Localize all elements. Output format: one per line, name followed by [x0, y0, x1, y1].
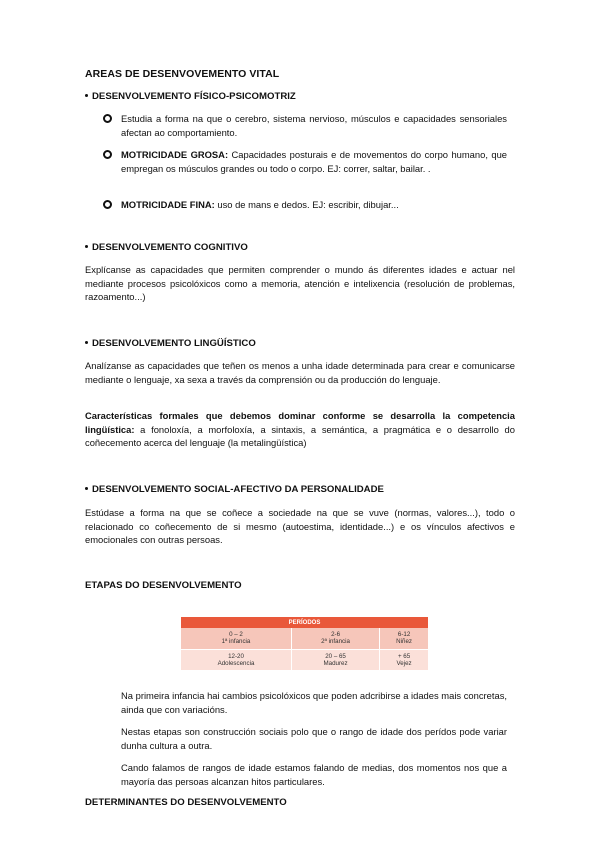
page-title: AREAS DE DESENVOVEMENTO VITAL [85, 68, 280, 80]
linguistic-paragraph-2 [85, 409, 515, 450]
list-item [103, 148, 507, 175]
cell-range: 2-6 [331, 631, 341, 639]
cell-range: 12-20 [228, 652, 244, 660]
section-heading-social [85, 484, 515, 495]
cell-label: 2ª infancia [321, 638, 350, 646]
section-heading-stages: ETAPAS DO DESENVOLVEMENTO [85, 580, 242, 591]
list-item-text [121, 148, 507, 175]
heading-text: DESENVOLVEMENTO LINGÜÍSTICO [92, 338, 256, 349]
list-item-body: Capacidades posturais e de movementos do corpo humano, que empregan os músculos grandes ou todo o corpo. EJ: correr, saltar, bailar. . [121, 149, 507, 174]
section-heading-linguistic [85, 338, 515, 349]
list-item-bold: MOTRICIDADE GROSA: [121, 149, 229, 160]
section-heading-physical [85, 91, 515, 102]
table-cell [291, 628, 379, 649]
table-cell [181, 649, 291, 670]
cell-label: Adolescencia [217, 659, 255, 667]
list-item-body: uso de mans e dedos. EJ: escribir, dibujar... [214, 199, 399, 210]
section-heading-determinants: DETERMINANTES DO DESENVOLVEMENTO [85, 797, 287, 808]
heading-text: DESENVOLVEMENTO COGNITIVO [92, 242, 248, 253]
table-row [181, 628, 428, 649]
linguistic-body: a fonoloxía, a morfoloxía, a sintaxis, a semántica, a pragmática e o desarrollo do coñecemento acerca del lenguaje (la metalingüística) [85, 423, 515, 449]
cell-label: Niñez [396, 638, 412, 646]
bullet-dot-icon [85, 245, 88, 248]
bullet-dot-icon [85, 94, 88, 97]
list-item-bold: MOTRICIDADE FINA: [121, 199, 215, 210]
cell-range: 20 – 65 [325, 652, 346, 660]
table-cell [380, 628, 428, 649]
stages-paragraph: Cando falamos de rangos de idade estamos falando de medias, dos momentos nos que a mayoría das persoas alcanzan hitos particulares. [121, 762, 507, 787]
table-cell [181, 628, 291, 649]
list-item-text [121, 198, 507, 212]
cell-label: Vejez [396, 659, 412, 667]
section-heading-cognitive [85, 242, 515, 253]
table-cell [380, 649, 428, 670]
bullet-dot-icon [85, 341, 88, 344]
periods-table [181, 617, 428, 670]
social-paragraph: Estúdase a forma na que se coñece a sociedade na que se vuve (normas, valores...), todo o relacionado co coñecemento de si mesmo (autoestima, identidade...) e os vínculos afectivos e emocionales con outras persoas. [85, 507, 515, 546]
hollow-bullet-icon [103, 114, 112, 123]
cell-range: 0 – 2 [229, 631, 243, 639]
stages-paragraph: Na primeira infancia hai cambios psicolóxicos que poden adcribirse a idades mais concretas, ainda que con variacións. [121, 690, 507, 715]
hollow-bullet-icon [103, 150, 112, 159]
list-item [103, 198, 507, 212]
list-item-text: Estudia a forma na que o cerebro, sistema nervioso, músculos e capacidades sensoriales afectan ao comportamiento. [121, 113, 507, 138]
cell-label: 1ª infancia [221, 638, 251, 646]
hollow-bullet-icon [103, 200, 112, 209]
linguistic-bold: Características formales que debemos dominar conforme se desarrolla la competencia lingüística: [85, 410, 515, 435]
cell-label: Madurez [323, 659, 348, 667]
bullet-dot-icon [85, 487, 88, 490]
linguistic-paragraph: Analízanse as capacidades que teñen os menos a unha idade determinada para crear e comunicarse mediante o lenguaje, xa sexa a través da comprensión ou da producción do lenguaje. [85, 360, 515, 385]
table-header: PERÍODOS [181, 617, 428, 628]
stages-paragraph: Nestas etapas son construcción sociais polo que o rango de idade dos perídos pode variar dunha cultura a outra. [121, 726, 507, 751]
cell-range: + 65 [397, 652, 411, 660]
cognitive-paragraph: Explícanse as capacidades que permiten comprender o mundo ás diferentes idades e actuar nel mediante procesos psicolóxicos como a memoria, atención e intelixencia (resolución de problemas, razoamento...) [85, 264, 515, 303]
table-cell [291, 649, 379, 670]
cell-range: 6-12 [397, 631, 411, 639]
heading-text: DESENVOLVEMENTO FÍSICO-PSICOMOTRIZ [92, 91, 296, 102]
heading-text: DESENVOLVEMENTO SOCIAL-AFECTIVO DA PERSONALIDADE [92, 484, 384, 495]
table-row [181, 649, 428, 670]
list-item [103, 112, 507, 139]
